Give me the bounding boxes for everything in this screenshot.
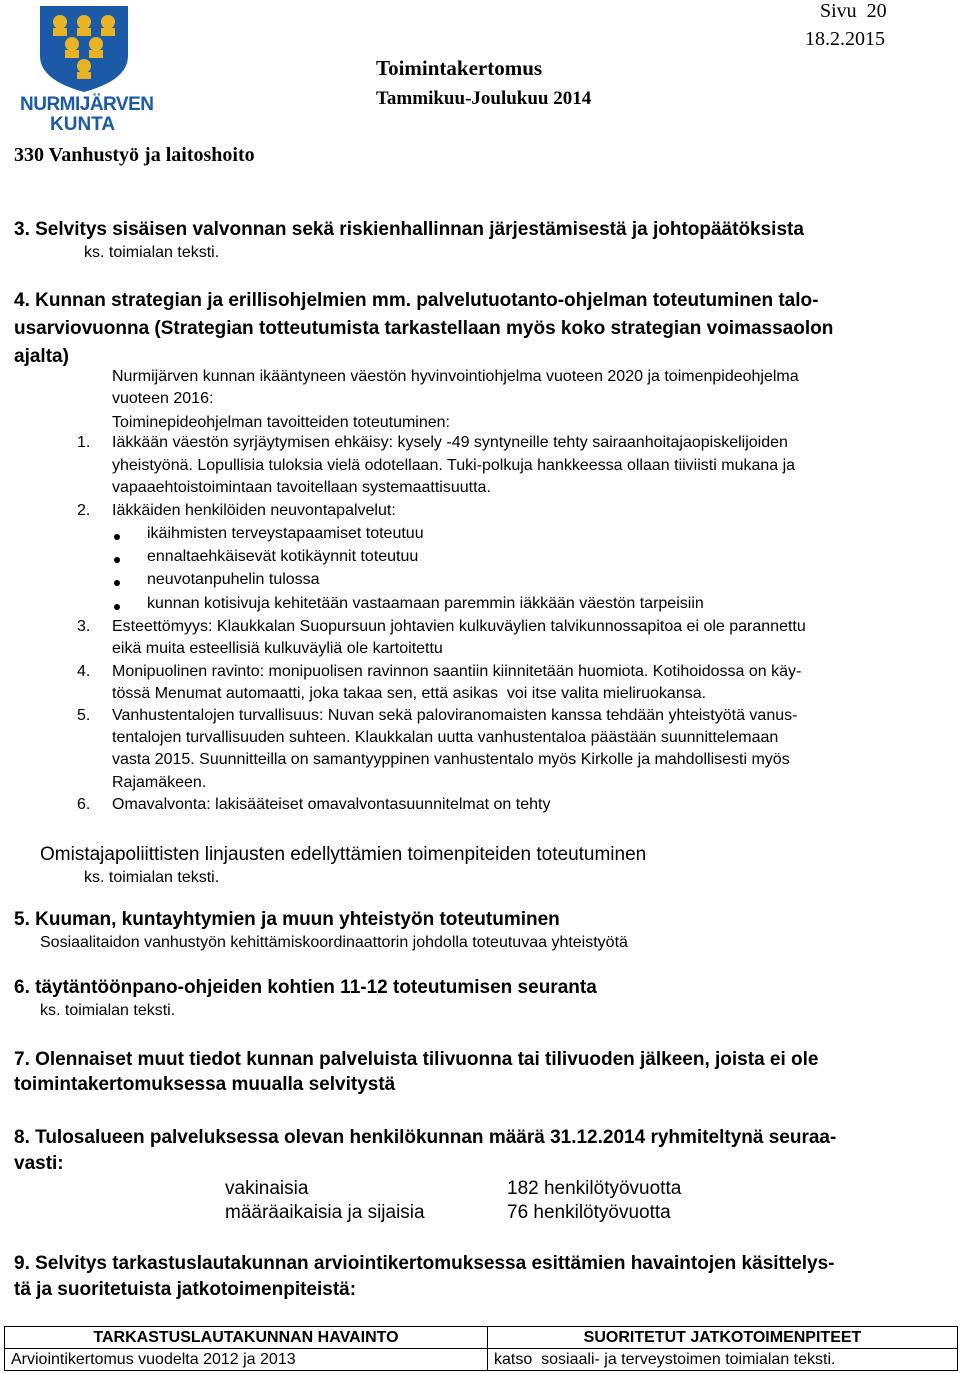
ownership-heading: Omistajapoliittisten linjausten edellyttämien toimenpiteiden toteutuminen [40,844,647,865]
bullet-item: ikäihmisten terveystapaamiset toteutuu [147,525,424,542]
list-item-line: tentalojen turvallisuuden suhteen. Klaukkalan uutta vanhustentaloa päästään suunnittelemaan [112,729,779,746]
page-number: Sivu 20 [820,0,887,22]
staff-value: 182 henkilötyövuotta [507,1178,682,1199]
bullet-icon [114,534,120,540]
list-item-number: 6. [77,796,91,813]
bullet-icon [114,557,120,563]
section-9-heading-line: 9. Selvitys tarkastuslautakunnan arviointikertomuksessa esittämien havaintojen käsittelys- [14,1253,835,1274]
table-header-row [5,1327,958,1349]
table-header-cell: SUORITETUT JATKOTOIMENPITEET [488,1327,958,1349]
bullet-item: ennaltaehkäisevät kotikäynnit toteutuu [147,548,419,565]
logo-subname: KUNTA [50,114,116,135]
municipality-logo [20,4,154,136]
list-item-number: 3. [77,618,91,635]
staff-label: vakinaisia [225,1178,309,1199]
section-6-heading: 6. täytäntöönpano-ohjeiden kohtien 11-12 toteutumisen seuranta [14,977,597,998]
section-5-text: Sosiaalitaidon vanhustyön kehittämiskoordinaattorin johdolla toteutuvaa yhteistyötä [40,934,628,951]
list-item-line: vapaaehtoistoimintaan tavoitellaan systemaattisuutta. [112,479,491,496]
section-3-heading: 3. Selvitys sisäisen valvonnan sekä riskienhallinnan järjestämisestä ja johtopäätöksista [14,219,804,240]
bullet-item: neuvotanpuhelin tulossa [147,571,320,588]
section-5-heading: 5. Kuuman, kuntayhtymien ja muun yhteistyön toteutuminen [14,909,560,930]
section-7-heading-line: 7. Olennaiset muut tiedot kunnan palveluista tilivuonna tai tilivuoden jälkeen, joista ei ole [14,1049,819,1070]
list-item-line: Rajamäkeen. [112,774,207,791]
table-header-cell: TARKASTUSLAUTAKUNNAN HAVAINTO [5,1327,488,1349]
section-6-ref: ks. toimialan teksti. [40,1002,176,1019]
list-item-line: eikä muita esteellisiä kulkuväyliä ole kartoitettu [112,640,443,657]
report-period: Tammikuu-Joulukuu 2014 [376,88,592,109]
report-title: Toimintakertomus [376,56,543,80]
list-item-line: yheistyönä. Lopullisia tuloksia vielä odotellaan. Tuki-polkuja hankkeessa ollaan tiiviisti mukana ja [112,457,796,474]
list-item-line: Esteettömyys: Klaukkalan Suopursuun johtavien kulkuväylien talvikunnossapitoa ei ole parannettu [112,618,806,635]
section-4-intro: Toiminepideohjelman tavoitteiden toteutuminen: [112,414,450,431]
list-item-line: vasta 2015. Suunnitteilla on samantyyppinen vanhustentalo myös Kirkolle ja mahdollisesti myös [112,751,790,768]
section-4-intro: Nurmijärven kunnan ikääntyneen väestön hyvinvointiohjelma vuoteen 2020 ja toimenpideohjelma [112,368,799,385]
staff-value: 76 henkilötyövuotta [507,1202,671,1223]
report-date: 18.2.2015 [805,28,885,50]
bullet-icon [114,580,120,586]
list-item-number: 5. [77,707,91,724]
unit-title: 330 Vanhustyö ja laitoshoito [14,144,255,166]
list-item-number: 1. [77,434,91,451]
section-8-heading-line: 8. Tulosalueen palveluksessa olevan henkilökunnan määrä 31.12.2014 ryhmiteltynä seuraa- [14,1127,837,1148]
list-item-number: 4. [77,663,91,680]
section-4-heading-line: usarviovuonna (Strategian totteutumista tarkastellaan myös koko strategian voimassaolon [14,318,834,339]
bullet-icon [114,604,120,610]
bullet-item: kunnan kotisivuja kehitetään vastaamaan paremmin iäkkään väestön tarpeisiin [147,595,704,612]
observations-table [4,1326,958,1371]
section-4-intro: vuoteen 2016: [112,390,214,407]
section-8-heading-line: vasti: [14,1153,64,1174]
list-item-line: Iäkkään väestön syrjäytymisen ehkäisy: kysely -49 syntyneille tehty sairaanhoitajaopiskelijoiden [112,434,788,451]
staff-label: määräaikaisia ja sijaisia [225,1202,425,1223]
section-4-heading-line: 4. Kunnan strategian ja erillisohjelmien mm. palvelutuotanto-ohjelman toteutuminen talo- [14,290,819,311]
section-4-heading-line: ajalta) [14,346,69,367]
table-cell: katso sosiaali- ja terveystoimen toimialan teksti. [488,1349,958,1371]
list-item-number: 2. [77,502,91,519]
section-9-heading-line: tä ja suoritetuista jatkotoimenpiteistä: [14,1279,357,1300]
ownership-ref: ks. toimialan teksti. [84,869,220,886]
logo-name: NURMIJÄRVEN [20,94,154,115]
list-item-line: Iäkkäiden henkilöiden neuvontapalvelut: [112,502,396,519]
list-item-line: Omavalvonta: lakisääteiset omavalvontasuunnitelmat on tehty [112,796,551,813]
section-7-heading-line: toimintakertomuksessa muualla selvitystä [14,1074,396,1095]
list-item-line: tössä Menumat automaatti, joka takaa sen, että asikas voi itse valita mieliruokansa. [112,685,707,702]
table-row [5,1349,958,1371]
section-3-ref: ks. toimialan teksti. [84,244,220,261]
list-item-line: Monipuolinen ravinto: monipuolisen ravinnon saantiin kiinnitetään huomiota. Kotihoidossa on käy- [112,663,802,680]
list-item-line: Vanhustentalojen turvallisuus: Nuvan sekä paloviranomaisten kanssa tehdään yhteistyötä vanus- [112,707,798,724]
table-cell: Arviointikertomus vuodelta 2012 ja 2013 [5,1349,488,1371]
